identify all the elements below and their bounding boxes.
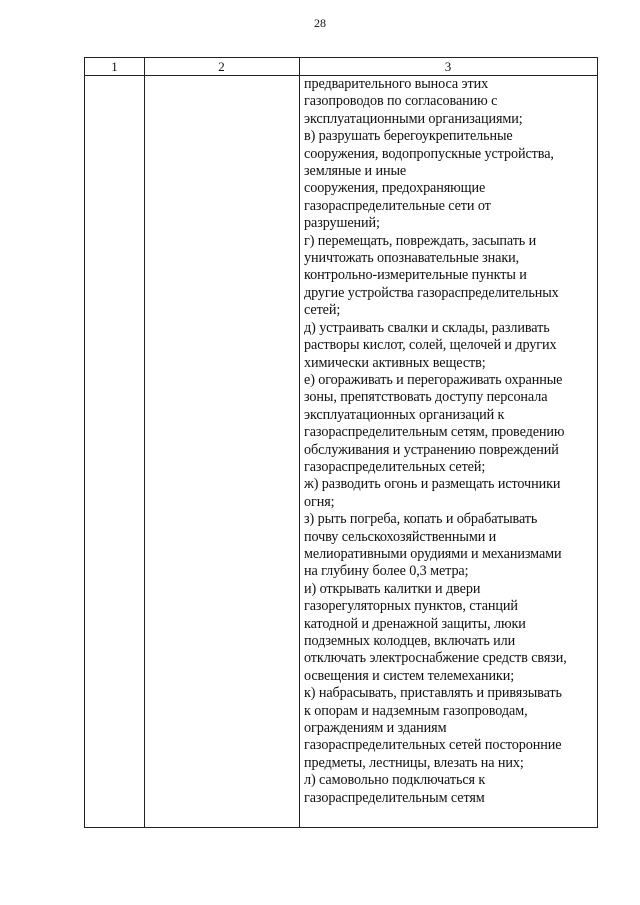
column-header-3: 3 xyxy=(444,59,452,74)
text-line: химически активных веществ; xyxy=(304,354,486,371)
text-line: предметы, лестницы, влезать на них; xyxy=(304,754,524,771)
text-line: газорегуляторных пунктов, станций xyxy=(304,598,518,615)
text-line: мелиоративными орудиями и механизмами xyxy=(304,545,562,562)
text-line: огня; xyxy=(304,493,335,510)
text-line: растворы кислот, солей, щелочей и других xyxy=(304,337,557,354)
text-line: сооружения, водопропускные устройства, xyxy=(304,145,554,162)
text-line: предварительного выноса этих xyxy=(304,76,489,92)
text-line: земляные и иные xyxy=(304,163,407,180)
text-line: отключать электроснабжение средств связи, xyxy=(304,650,567,667)
text-line: газораспределительных сетей посторонние xyxy=(304,737,562,754)
text-line: газораспределительные сети от xyxy=(304,197,491,214)
text-line: обслуживания и устранению повреждений xyxy=(304,441,559,458)
text-line: газораспределительных сетей; xyxy=(304,458,486,475)
text-line: зоны, препятствовать доступу персонала xyxy=(304,389,548,406)
text-line: к опорам и надземным газопроводам, xyxy=(304,702,528,719)
text-line: ограждениям и зданиям xyxy=(304,720,447,737)
document-table xyxy=(84,57,598,828)
text-line: л) самовольно подключаться к xyxy=(304,772,486,789)
table-header-row xyxy=(85,58,597,76)
text-line: почву сельскохозяйственными и xyxy=(304,528,497,545)
text-line: разрушений; xyxy=(304,215,380,232)
column-divider-2 xyxy=(299,58,300,827)
text-line: другие устройства газораспределительных xyxy=(304,284,559,301)
text-line: на глубину более 0,3 метра; xyxy=(304,563,469,580)
column-3-content xyxy=(304,76,591,827)
text-line: ж) разводить огонь и размещать источники xyxy=(304,476,561,493)
text-line: е) огораживать и перегораживать охранные xyxy=(304,371,563,388)
text-line: и) открывать калитки и двери xyxy=(304,580,481,597)
text-line: катодной и дренажной защиты, люки xyxy=(304,615,526,632)
text-line: в) разрушать берегоукрепительные xyxy=(304,128,513,145)
column-divider-1 xyxy=(144,58,145,827)
text-line: газораспределительным сетям, проведению xyxy=(304,424,565,441)
text-line: г) перемещать, повреждать, засыпать и xyxy=(304,232,537,249)
text-line: эксплуатационными организациями; xyxy=(304,110,523,127)
column-header-2: 2 xyxy=(218,59,225,74)
text-line: д) устраивать свалки и склады, разливать xyxy=(304,319,550,336)
text-line: освещения и систем телемеханики; xyxy=(304,667,515,684)
text-line: сетей; xyxy=(304,302,341,319)
column-header-1: 1 xyxy=(111,59,118,74)
text-line: з) рыть погреба, копать и обрабатывать xyxy=(304,511,538,528)
text-line: к) набрасывать, приставлять и привязывать xyxy=(304,685,562,702)
page-number: 28 xyxy=(314,16,326,30)
text-line: уничтожать опознавательные знаки, xyxy=(304,250,520,267)
text-line: подземных колодцев, включать или xyxy=(304,633,516,649)
text-line: газораспределительным сетям xyxy=(304,789,485,806)
text-line: сооружения, предохраняющие xyxy=(304,180,486,197)
text-line: контрольно-измерительные пункты и xyxy=(304,267,527,284)
text-line: газопроводов по согласованию с xyxy=(304,93,498,110)
text-line: эксплуатационных организаций к xyxy=(304,406,505,423)
